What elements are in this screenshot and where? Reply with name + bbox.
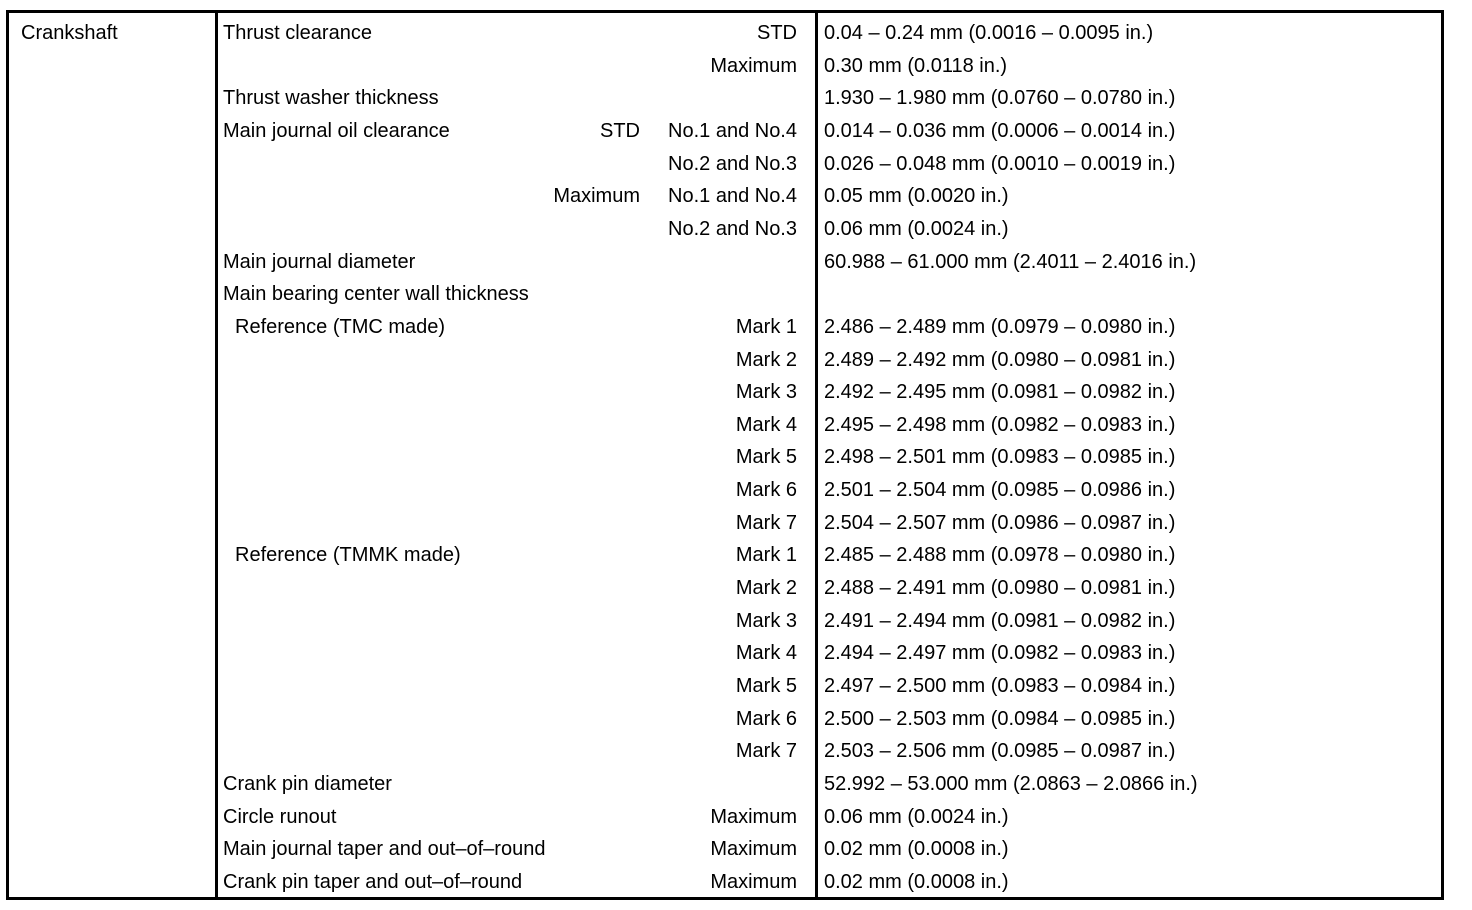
spec-condition: Maximum [710,838,797,861]
table-row [9,437,1441,470]
spec-label: Main journal taper and out–of–round [223,838,546,861]
spec-value: 2.500 – 2.503 mm (0.0984 – 0.0985 in.) [824,707,1176,730]
table-row [9,144,1441,177]
spec-value: 0.04 – 0.24 mm (0.0016 – 0.0095 in.) [824,22,1154,44]
table-row [9,111,1441,144]
table-row [9,666,1441,699]
spec-condition: Mark 6 [735,707,797,730]
table-row [9,340,1441,373]
spec-condition: Mark 4 [735,413,797,436]
spec-condition: Mark 7 [735,740,797,763]
spec-value: 2.504 – 2.507 mm (0.0986 – 0.0987 in.) [824,511,1176,534]
table-row [9,535,1441,568]
spec-condition: Maximum [710,54,797,77]
table-row [9,829,1441,862]
spec-value: 52.992 – 53.000 mm (2.0863 – 2.0866 in.) [824,772,1198,795]
spec-condition: Mark 4 [735,642,797,665]
spec-subcondition: No.1 and No.4 [668,185,797,208]
spec-condition: Mark 2 [735,348,797,371]
spec-subcondition: No.2 and No.3 [668,217,797,240]
table-row [9,797,1441,830]
table-row [9,13,1441,46]
spec-condition: STD [600,119,640,142]
table-row [9,372,1441,405]
spec-condition: Mark 1 [735,544,797,567]
table-row [9,503,1441,536]
spec-value: 0.02 mm (0.0008 in.) [824,870,1009,893]
spec-subcondition: No.1 and No.4 [668,119,797,142]
spec-condition: Mark 6 [735,479,797,502]
table-row [9,176,1441,209]
table-row [9,46,1441,79]
spec-condition: Mark 1 [735,315,797,338]
table-row [9,699,1441,732]
spec-condition: Maximum [710,870,797,893]
spec-value: 2.485 – 2.488 mm (0.0978 – 0.0980 in.) [824,544,1176,567]
table-row [9,764,1441,797]
spec-label: Reference (TMC made) [235,315,446,338]
spec-label: Reference (TMMK made) [235,544,461,567]
table-row [9,209,1441,242]
spec-value: 0.06 mm (0.0024 in.) [824,217,1009,240]
table-row [9,274,1441,307]
spec-label: Circle runout [223,805,337,828]
spec-value: 2.492 – 2.495 mm (0.0981 – 0.0982 in.) [824,381,1176,404]
spec-label: Thrust washer thickness [223,87,439,110]
table-row [9,862,1441,895]
spec-label: Main bearing center wall thickness [223,283,529,306]
spec-label: Thrust clearance [223,22,372,44]
spec-value: 2.489 – 2.492 mm (0.0980 – 0.0981 in.) [824,348,1176,371]
spec-label: Crank pin taper and out–of–round [223,870,523,893]
spec-subcondition: No.2 and No.3 [668,152,797,175]
spec-value: 2.501 – 2.504 mm (0.0985 – 0.0986 in.) [824,479,1176,502]
category-label: Crankshaft [21,22,118,44]
spec-condition: Mark 5 [735,446,797,469]
spec-table [6,10,1444,900]
spec-value: 1.930 – 1.980 mm (0.0760 – 0.0780 in.) [824,87,1176,110]
spec-condition: Mark 3 [735,381,797,404]
spec-value: 2.491 – 2.494 mm (0.0981 – 0.0982 in.) [824,609,1176,632]
spec-condition: Mark 5 [735,675,797,697]
table-row [9,470,1441,503]
spec-value: 2.494 – 2.497 mm (0.0982 – 0.0983 in.) [824,642,1176,665]
spec-value: 60.988 – 61.000 mm (2.4011 – 2.4016 in.) [824,250,1197,273]
spec-value: 2.503 – 2.506 mm (0.0985 – 0.0987 in.) [824,740,1176,763]
spec-condition: Mark 3 [735,609,797,632]
spec-value: 0.06 mm (0.0024 in.) [824,805,1009,828]
spec-value: 2.495 – 2.498 mm (0.0982 – 0.0983 in.) [824,413,1176,436]
table-row [9,633,1441,666]
spec-condition: Mark 2 [735,577,797,600]
spec-value: 2.486 – 2.489 mm (0.0979 – 0.0980 in.) [824,315,1176,338]
spec-condition: Maximum [553,185,640,208]
spec-value: 0.30 mm (0.0118 in.) [824,54,1008,77]
table-row [9,78,1441,111]
spec-condition: STD [757,22,797,44]
spec-label: Main journal diameter [223,250,416,273]
spec-value: 0.02 mm (0.0008 in.) [824,838,1009,861]
table-row [9,731,1441,764]
spec-value: 0.014 – 0.036 mm (0.0006 – 0.0014 in.) [824,119,1176,142]
spec-value: 2.488 – 2.491 mm (0.0980 – 0.0981 in.) [824,577,1176,600]
table-row [9,242,1441,275]
table-row [9,307,1441,340]
spec-value: 0.05 mm (0.0020 in.) [824,185,1009,208]
spec-condition: Mark 7 [735,511,797,534]
table-row [9,405,1441,438]
spec-label: Main journal oil clearance [223,119,450,142]
spec-label: Crank pin diameter [223,772,392,795]
spec-condition: Maximum [710,805,797,828]
spec-value: 2.498 – 2.501 mm (0.0983 – 0.0985 in.) [824,446,1176,469]
spec-value: 0.026 – 0.048 mm (0.0010 – 0.0019 in.) [824,152,1176,175]
table-row [9,601,1441,634]
table-row [9,568,1441,601]
spec-value: 2.497 – 2.500 mm (0.0983 – 0.0984 in.) [824,675,1176,697]
